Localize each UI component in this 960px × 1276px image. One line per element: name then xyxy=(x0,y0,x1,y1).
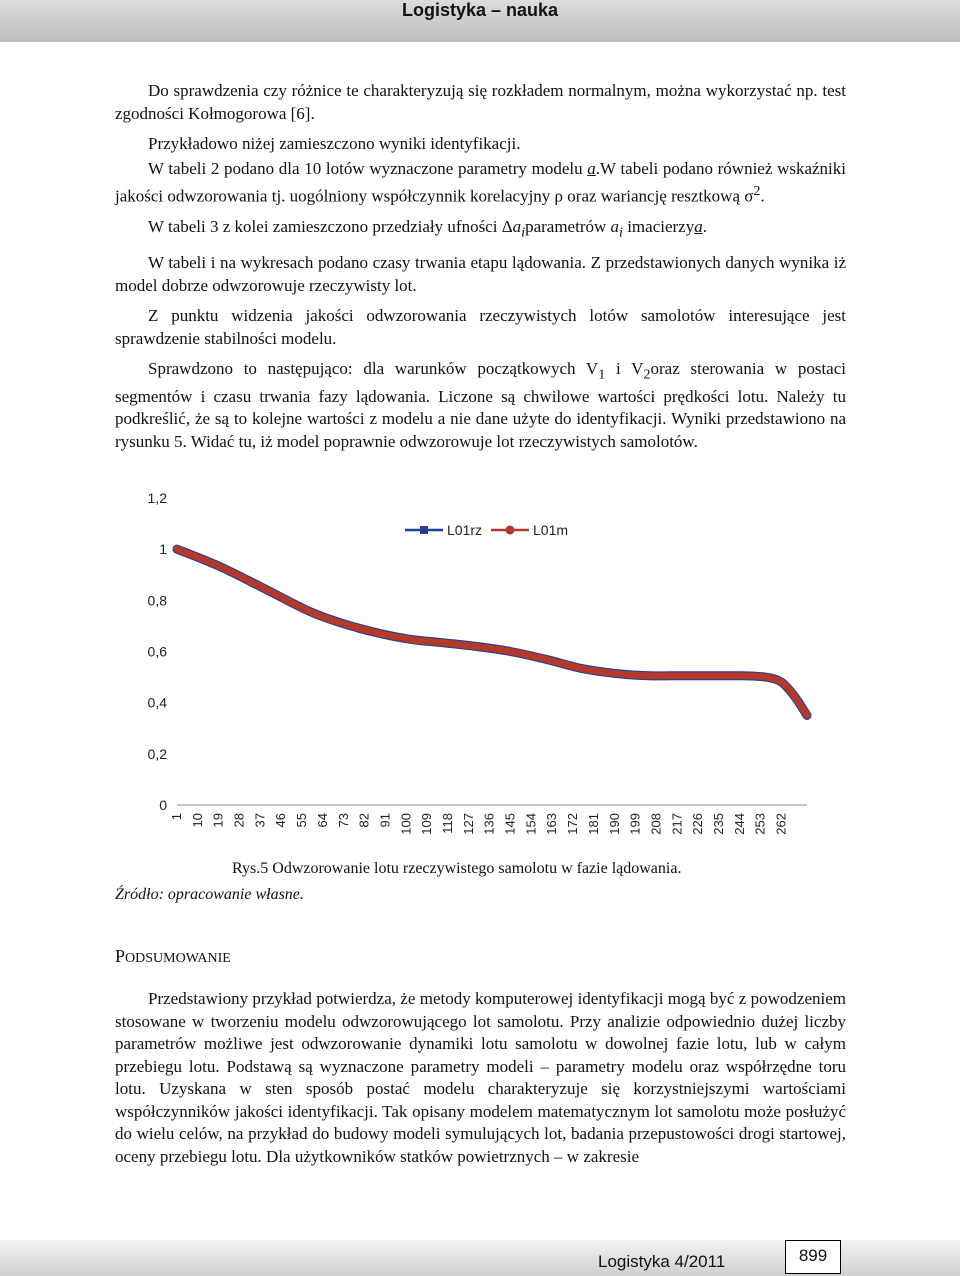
line-chart xyxy=(115,480,815,850)
p7-text-b: i V xyxy=(605,359,644,379)
x-tick-label: 1 xyxy=(169,813,184,821)
section-title xyxy=(115,946,231,967)
x-tick-label: 145 xyxy=(502,813,518,835)
x-tick-label: 19 xyxy=(210,813,226,828)
header-title: Logistyka – nauka xyxy=(401,0,559,20)
y-tick-label: 0,2 xyxy=(147,745,167,762)
paragraph-1: Do sprawdzenia czy różnice te charakteryzują się rozkładem normalnym, można wykorzystać np. test zgodności Kołmogorowa [6]. xyxy=(115,81,846,123)
p4-text-d: parametrów xyxy=(525,217,611,237)
x-tick-label: 217 xyxy=(669,813,685,835)
x-tick-label: 199 xyxy=(627,813,643,835)
body-text xyxy=(115,80,846,461)
running-header xyxy=(0,0,960,42)
paragraph-7 xyxy=(115,358,846,453)
p7-sub-2: 2 xyxy=(643,366,651,383)
x-tick-label: 10 xyxy=(189,813,205,828)
p3-text-a: W tabeli 2 podano dla 10 lotów wyznaczone parametry modelu xyxy=(148,158,588,178)
p3-sup: 2 xyxy=(753,183,761,199)
p4-sub-i: i xyxy=(521,224,526,241)
x-tick-label: 262 xyxy=(773,813,789,835)
y-tick-label: 1,2 xyxy=(147,490,167,506)
chart-legend xyxy=(405,522,568,538)
x-tick-label: 109 xyxy=(419,813,435,835)
paragraph-4 xyxy=(115,216,846,244)
x-tick-label: 208 xyxy=(648,813,664,835)
x-tick-label: 163 xyxy=(544,813,560,835)
p3-text-c: .W tabeli podano również wskaźniki jakości odwzorowania tj. uogólniony współczynnik korelacyjny ρ oraz wariancję resztkową σ xyxy=(115,158,846,206)
summary-paragraph: Przedstawiony przykład potwierdza, że metody komputerowej identyfikacji mogą być z powodzeniem stosowane w tworzeniu modelu odwzorowującego lot samolotu. Przy analizie odpowiednio dużej liczby parametrów możliwe jest odwzorowanie dynamiki lotu samolotu w dowolnej fazie lotu, lub w całym przebiegu lotu. Podstawą są wyznaczone parametry modeli – parametry modelu oraz współrzędne toru lotu. Uzyskana w sten sposób postać modelu charakteryzuje się korzystniejszymi wartościami współczynników jakości identyfikacji. Tak opisany modelem matematycznym lot samolotu może posłużyć do wielu celów, na przykład do budowy modeli symulujących lot, badania przepustowości drogi startowej, oceny przebiegu lotu. Dla użytkowników statków powietrznych – w zakresie xyxy=(115,989,846,1166)
legend-label: L01m xyxy=(533,522,569,538)
x-tick-label: 64 xyxy=(314,813,330,828)
p4-a2: a xyxy=(610,217,620,237)
x-tick-label: 154 xyxy=(523,813,539,835)
p7-sub-1: 1 xyxy=(598,366,606,383)
x-tick-label: 100 xyxy=(398,813,414,835)
p4-matrix-a: a xyxy=(694,217,703,237)
x-tick-label: 46 xyxy=(273,813,289,828)
x-tick-label: 127 xyxy=(460,813,476,835)
p3-text-d: . xyxy=(760,186,765,206)
section-title-first: P xyxy=(115,946,126,966)
legend-marker-square xyxy=(420,526,428,534)
x-tick-label: 181 xyxy=(585,813,601,835)
x-tick-label: 190 xyxy=(606,813,622,835)
figure-caption: Rys.5 Odwzorowanie lotu rzeczywistego samolotu w fazie lądowania. xyxy=(232,860,682,877)
p4-a: a xyxy=(512,217,522,237)
p7-text-c: oraz sterowania w postaci segmentów i czasu trwania fazy lądowania. Liczone są chwilowe wartości prędkości lotu. Należy tu podkreślić, że są to kolejne wartości z modelu a nie dane użyte do identyfikacji. Wyniki przedstawiono na rysunku 5. Widać tu, iż model poprawnie odwzorowuje lot rzeczywistych samolotów. xyxy=(115,359,846,451)
x-tick-label: 28 xyxy=(231,813,247,828)
x-tick-label: 244 xyxy=(731,813,747,835)
p7-text-a: Sprawdzono to następująco: dla warunków początkowych V xyxy=(148,359,599,379)
paragraph-2: Przykładowo niżej zamieszczono wyniki identyfikacji. xyxy=(148,134,521,153)
legend-label: L01rz xyxy=(447,522,483,538)
y-axis-ticks xyxy=(148,490,168,813)
section-title-rest: ODSUMOWANIE xyxy=(125,951,231,966)
x-tick-label: 82 xyxy=(356,813,372,828)
x-tick-label: 172 xyxy=(565,813,581,835)
y-tick-label: 1 xyxy=(159,541,167,558)
summary-text xyxy=(115,988,846,1168)
x-tick-label: 136 xyxy=(481,813,497,835)
p4-sub-i2: i xyxy=(619,224,623,241)
x-tick-label: 73 xyxy=(335,813,351,828)
paragraph-6: Z punktu widzenia jakości odwzorowania rzeczywistych lotów samolotów interesujące jest sprawdzenie stabilności modelu. xyxy=(115,306,846,348)
p3-matrix-a: a xyxy=(587,158,596,178)
x-tick-label: 253 xyxy=(752,813,768,835)
legend-marker-circle xyxy=(506,526,515,535)
y-tick-label: 0,6 xyxy=(147,643,167,660)
p4-text-i: . xyxy=(702,217,707,237)
journal-name: Logistyka 4/2011 xyxy=(598,1252,726,1271)
series-line-l01rz xyxy=(177,549,807,715)
x-tick-label: 118 xyxy=(439,813,455,834)
x-tick-label: 235 xyxy=(710,813,726,835)
x-axis-ticks xyxy=(169,813,789,835)
page-number: 899 xyxy=(785,1240,841,1274)
x-tick-label: 226 xyxy=(690,813,706,835)
x-tick-label: 37 xyxy=(252,813,268,828)
p4-text-a: W tabeli 3 z kolei zamieszczono przedziały ufności Δ xyxy=(148,217,513,237)
figure-source: Źródło: opracowanie własne. xyxy=(115,886,304,903)
x-tick-label: 55 xyxy=(294,813,310,828)
x-tick-label: 91 xyxy=(377,813,393,828)
y-tick-label: 0 xyxy=(159,797,167,813)
y-tick-label: 0,4 xyxy=(147,694,167,711)
p4-text-g: imacierzy xyxy=(622,217,695,237)
chart-series xyxy=(177,549,807,715)
y-tick-label: 0,8 xyxy=(147,592,167,609)
paragraph-5: W tabeli i na wykresach podano czasy trwania etapu lądowania. Z przedstawionych danych wynika iż model dobrze odwzorowuje rzeczywisty lot. xyxy=(115,253,846,295)
paragraph-3 xyxy=(115,158,846,209)
series-line-l01m xyxy=(177,549,807,715)
